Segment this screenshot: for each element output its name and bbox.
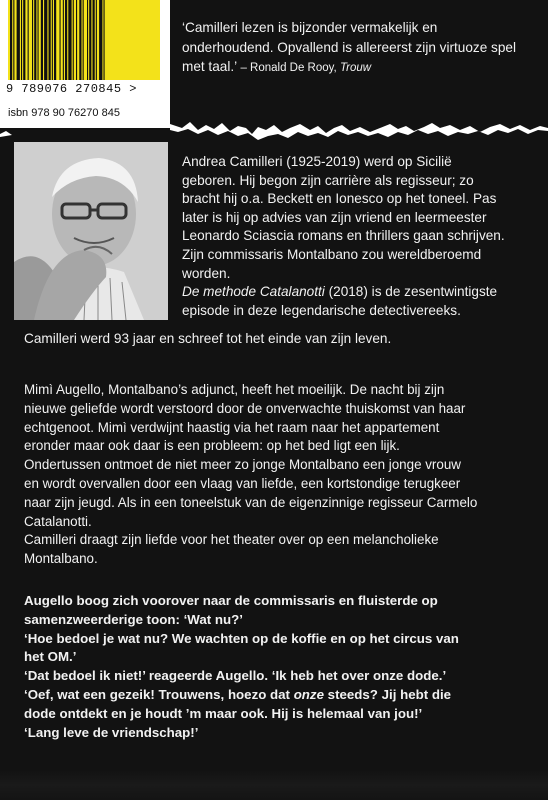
bio-line: later is hij op advies van zijn vriend en leermeester (182, 209, 487, 225)
synopsis-line: Camilleri draagt zijn liefde voor het theater over op een melancholieke (24, 532, 439, 548)
torn-paper-divider (0, 116, 548, 142)
barcode-bar (38, 0, 39, 80)
excerpt-fragment: ‘Oef, wat een gezeik! Trouwens, hoezo dat (24, 686, 294, 702)
barcode-bar (21, 0, 22, 80)
barcode-bar (96, 0, 97, 80)
barcode-bar (23, 0, 25, 80)
book-synopsis (24, 381, 534, 569)
quote-attribution: – Ronald De Rooy, (240, 62, 340, 74)
barcode-label (0, 0, 170, 128)
bio-line: Andrea Camilleri (1925-2019) werd op Sicilië (182, 154, 452, 169)
barcode-icon (8, 0, 160, 80)
excerpt-line: Augello boog zich voorover naar de commissaris en fluisterde op (24, 593, 438, 608)
barcode-bar (49, 0, 51, 80)
bio-line: geboren. Hij begon zijn carrière als regisseur; zo (182, 172, 474, 188)
barcode-bar (52, 0, 53, 80)
barcode-bar (99, 0, 102, 80)
book-excerpt (24, 592, 534, 742)
barcode-bar (54, 0, 56, 80)
book-title: De methode Catalanotti (182, 284, 325, 300)
barcode-bar (32, 0, 33, 80)
barcode-bar (10, 0, 12, 80)
isbn-text: isbn 978 90 76270 845 (8, 107, 120, 119)
barcode-bar (68, 0, 71, 80)
synopsis-line: Catalanotti. (24, 513, 92, 529)
review-quote (182, 18, 532, 79)
barcode-bar (63, 0, 64, 80)
excerpt-line: samenzweerderige toon: ‘Wat nu?’ (24, 611, 243, 627)
synopsis-line: Ondertussen ontmoet de niet meer zo jonge Montalbano een jonge vrouw (24, 457, 461, 473)
bio-line: episode in deze legendarische detectivereeks. (182, 302, 461, 318)
quote-source: Trouw (339, 62, 372, 74)
excerpt-line: ‘Lang leve de vriendschap!’ (24, 724, 199, 740)
author-portrait-icon (14, 142, 168, 320)
barcode-bar (13, 0, 14, 80)
synopsis-line: naar zijn jeugd. Als in een toneelstuk van de eigenzinnige regisseur Carmelo (24, 494, 478, 510)
bio-line: Leonardo Sciascia romans en thrillers gaan schrijven. (182, 228, 505, 244)
bio-tail: Camilleri werd 93 jaar en schreef tot het einde van zijn leven. (24, 331, 392, 346)
excerpt-line: het OM.’ (24, 649, 77, 665)
barcode-bar (83, 0, 84, 80)
excerpt-fragment: steeds? Jij hebt die (323, 686, 452, 702)
author-photo (14, 142, 168, 320)
excerpt-line: ‘Dat bedoel ik niet!’ reageerde Augello. ‘Ik heb het over onze dode.’ (24, 668, 447, 684)
bio-line: worden. (182, 265, 231, 281)
barcode-bar (44, 0, 47, 80)
synopsis-line: en wordt overvallen door een vlaag van liefde, een kortstondige terugkeer (24, 475, 461, 491)
barcode-bar (79, 0, 81, 80)
barcode-bar (60, 0, 61, 80)
synopsis-line: Montalbano. (24, 551, 98, 567)
synopsis-line: Mimì Augello, Montalbano’s adjunct, heeft het moeilijk. De nacht bij zijn (24, 382, 445, 397)
barcode-bar (89, 0, 91, 80)
barcode-bar (65, 0, 67, 80)
excerpt-line (24, 686, 534, 705)
barcode-bar (104, 0, 105, 80)
barcode-digits: 9 789076 270845 > (6, 82, 137, 96)
barcode-bar (76, 0, 77, 80)
barcode-bar (93, 0, 95, 80)
bio-book-line (182, 283, 534, 302)
barcode-bar (34, 0, 36, 80)
excerpt-line: dode ontdekt en je houdt ’m maar ook. Hij is helemaal van jou!’ (24, 705, 423, 721)
author-biography (182, 153, 534, 320)
synopsis-line: nieuwe geliefde wordt verstoord door de onverwachte thuiskomst van haar (24, 400, 466, 416)
footer-texture (0, 770, 548, 800)
barcode-bar (41, 0, 43, 80)
barcode-bar (28, 0, 29, 80)
bio-line: bracht hij o.a. Beckett en Ionesco op het toneel. Pas (182, 191, 497, 207)
synopsis-line: eronder maar ook daar is een probleem: op het bed ligt een lijk. (24, 438, 400, 454)
excerpt-emphasis: onze (293, 686, 324, 702)
barcode-bar (17, 0, 20, 80)
barcode-bar (73, 0, 74, 80)
quote-text: ‘Camilleri lezen is bijzonder vermakelijk en onderhoudend. Opvallend is allereerst zijn virtuoze spel met taal.’ (182, 20, 516, 74)
excerpt-line: ‘Hoe bedoel je wat nu? We wachten op de koffie en op het circus van (24, 630, 459, 646)
barcode-bar (87, 0, 88, 80)
bio-line: Zijn commissaris Montalbano zou wereldberoemd (182, 246, 482, 262)
synopsis-line: echtgenoot. Mimì verdwijnt haastig via het raam naar het appartement (24, 419, 440, 435)
bio-book-rest: (2018) is de zesentwintigste (324, 284, 498, 300)
